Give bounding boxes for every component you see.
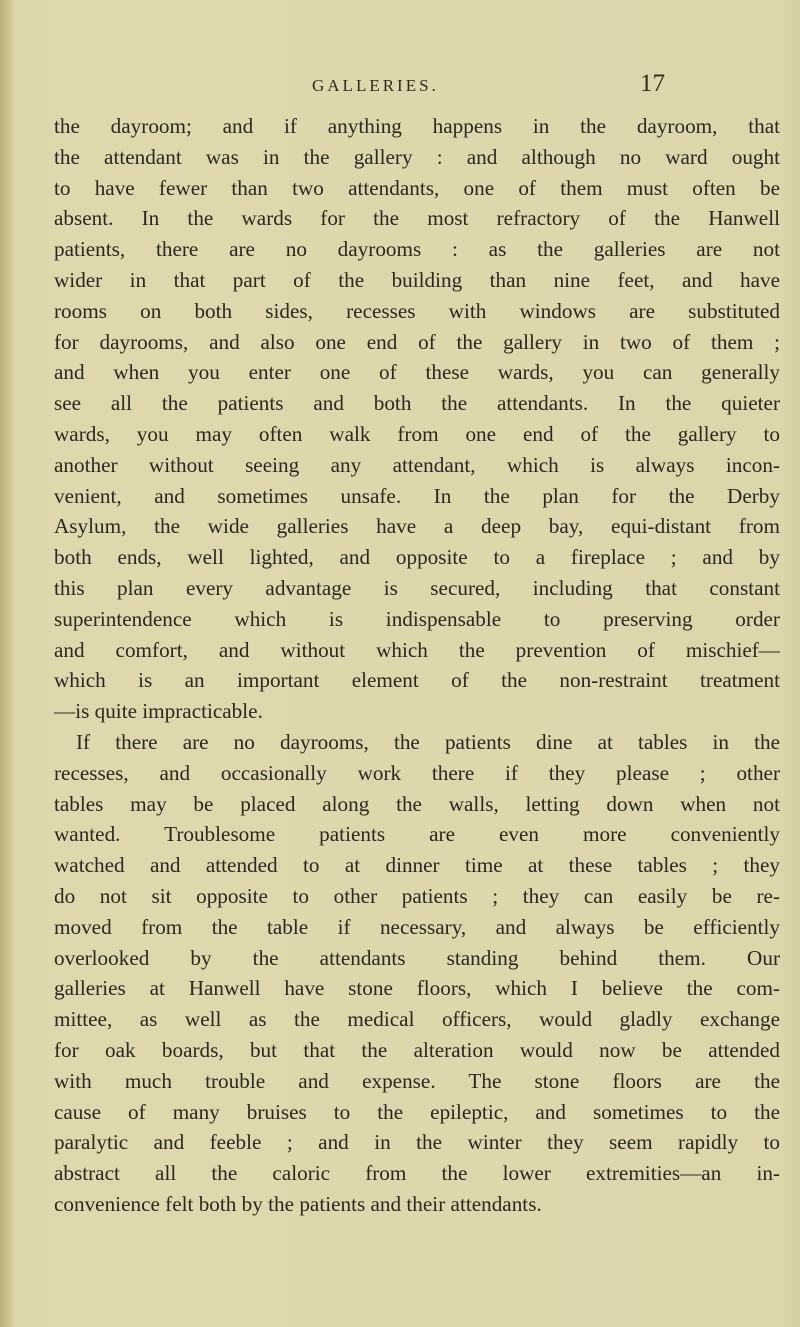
text-line: tables may be placed along the walls, letting down when not	[54, 791, 780, 816]
text-line: the attendant was in the gallery : and although no ward ought	[54, 144, 780, 169]
page-header	[0, 70, 800, 106]
text-line: the dayroom; and if anything happens in the dayroom, that	[54, 114, 780, 138]
text-line: patients, there are no dayrooms : as the galleries are not	[54, 237, 780, 262]
text-line: this plan every advantage is secured, including that constant	[54, 575, 780, 600]
page-number: 17	[640, 70, 665, 97]
text-line: to have fewer than two attendants, one of them must often be	[54, 175, 780, 200]
text-line: which is an important element of the non-restraint treatment	[54, 668, 780, 693]
text-line: watched and attended to at dinner time at these tables ; they	[54, 853, 780, 878]
text-line: superintendence which is indispensable to preserving order	[54, 606, 780, 631]
text-line: moved from the table if necessary, and always be efficiently	[54, 914, 780, 939]
text-line: mittee, as well as the medical officers, would gladly exchange	[54, 1007, 780, 1032]
text-line: wider in that part of the building than nine feet, and have	[54, 267, 780, 292]
text-line: for oak boards, but that the alteration would now be attended	[54, 1037, 780, 1062]
text-line: with much trouble and expense. The stone floors are the	[54, 1068, 780, 1093]
text-line: both ends, well lighted, and opposite to a fireplace ; and by	[54, 545, 780, 570]
text-line: rooms on both sides, recesses with windows are substituted	[54, 298, 780, 323]
text-line: do not sit opposite to other patients ; they can easily be re-	[54, 883, 780, 908]
text-line: venient, and sometimes unsafe. In the plan for the Derby	[54, 483, 780, 508]
text-line: for dayrooms, and also one end of the gallery in two of them ;	[54, 329, 780, 354]
text-line: wanted. Troublesome patients are even more conveniently	[54, 822, 780, 847]
running-head: GALLERIES.	[312, 76, 439, 95]
text-line: overlooked by the attendants standing behind them. Our	[54, 945, 780, 970]
text-line: If there are no dayrooms, the patients dine at tables in the	[76, 729, 780, 754]
text-line: convenience felt both by the patients and their attendants.	[54, 1191, 542, 1216]
text-line: recesses, and occasionally work there if they please ; other	[54, 760, 780, 785]
text-line: see all the patients and both the attendants. In the quieter	[54, 391, 780, 416]
text-line: Asylum, the wide galleries have a deep bay, equi-distant from	[54, 514, 780, 539]
text-line: wards, you may often walk from one end of the gallery to	[54, 421, 780, 446]
text-line: cause of many bruises to the epileptic, and sometimes to the	[54, 1099, 780, 1124]
text-line: and when you enter one of these wards, you can generally	[54, 360, 780, 385]
text-line: —is quite impracticable.	[54, 699, 263, 724]
body-text	[54, 111, 780, 1220]
text-line: another without seeing any attendant, which is always incon-	[54, 452, 780, 477]
text-line: abstract all the caloric from the lower extremities—an in-	[54, 1161, 780, 1186]
page-gutter-edge	[0, 0, 12, 1327]
text-line: paralytic and feeble ; and in the winter they seem rapidly to	[54, 1130, 780, 1155]
text-line: absent. In the wards for the most refractory of the Hanwell	[54, 206, 780, 231]
text-line: and comfort, and without which the prevention of mischief—	[54, 637, 780, 662]
text-line: galleries at Hanwell have stone floors, which I believe the com-	[54, 976, 780, 1001]
